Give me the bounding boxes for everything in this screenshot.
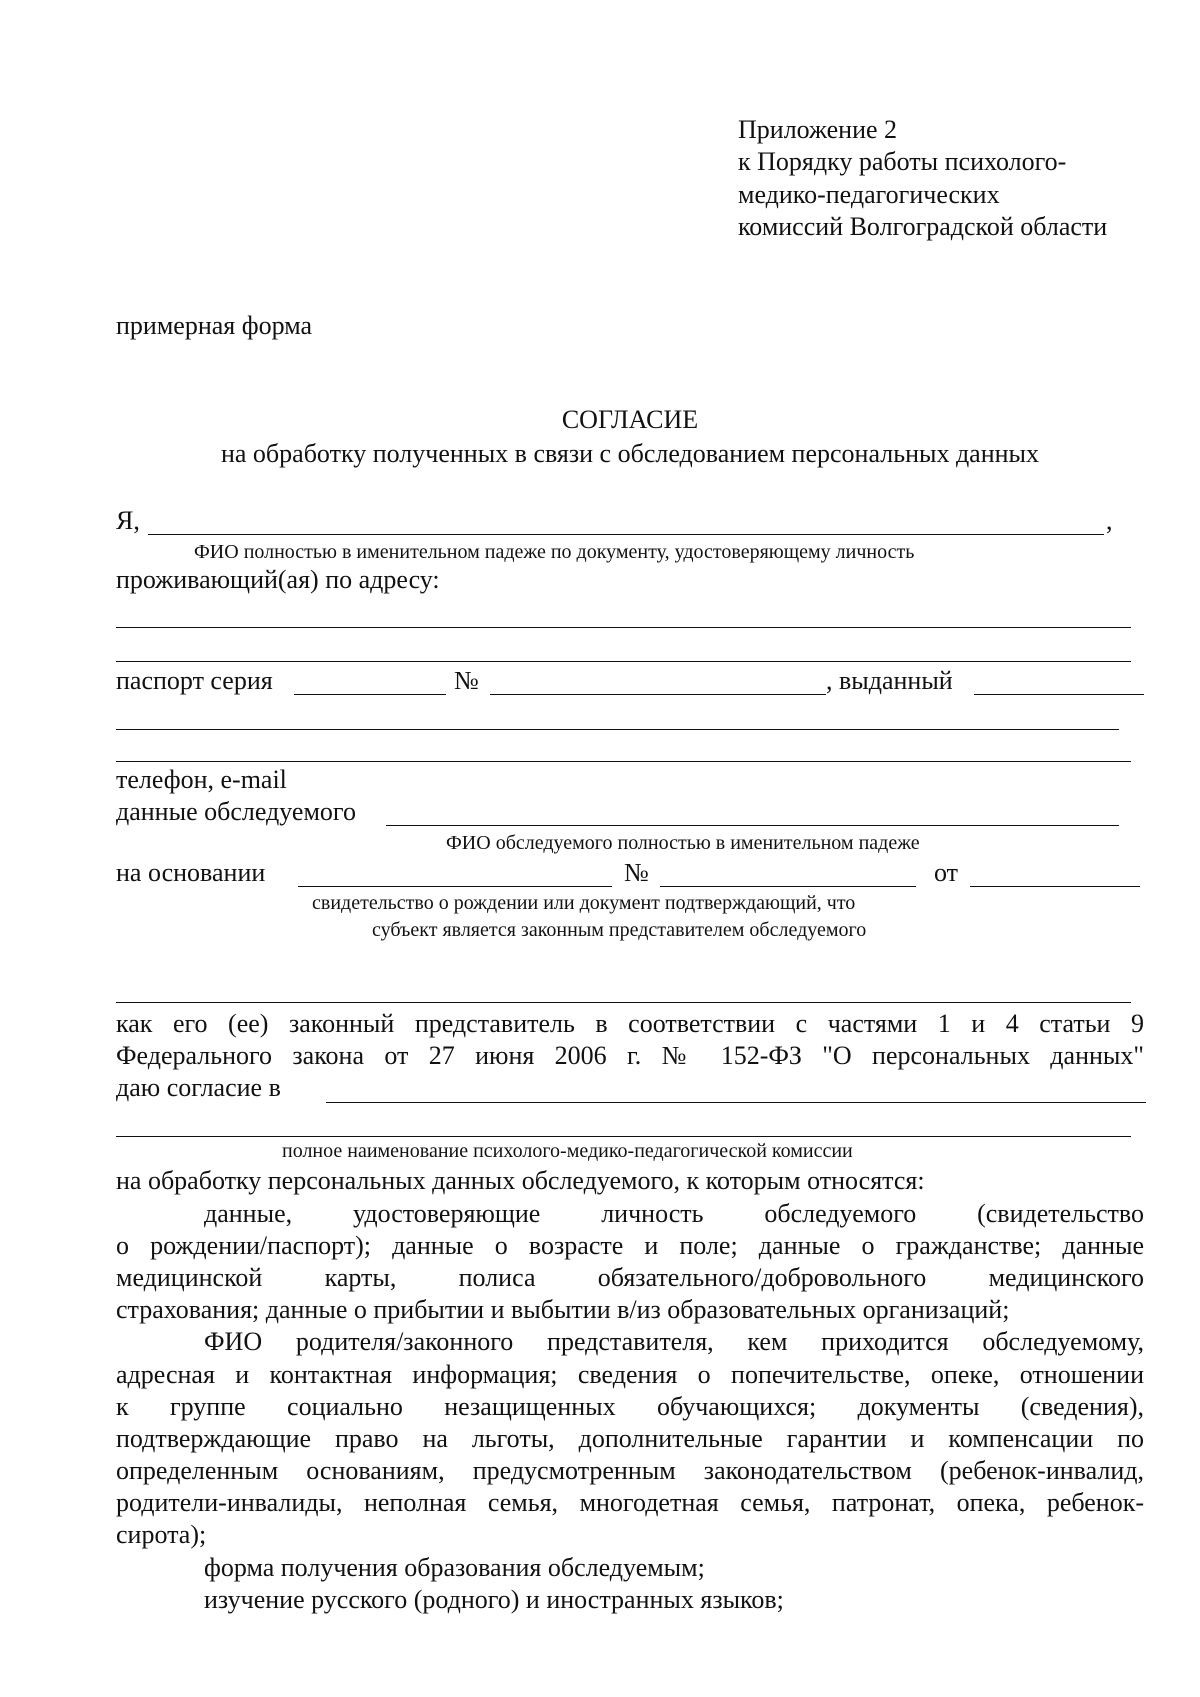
basis-document-field[interactable] [298, 886, 612, 887]
consent-to-label: даю согласие в [116, 1073, 281, 1102]
paragraph-line: сирота); [116, 1520, 207, 1549]
passport-issued-line-3[interactable] [116, 761, 1131, 762]
processing-intro: на обработку персональных данных обследуемого, к которым относятся: [116, 1166, 925, 1195]
paragraph-line: определенным основаниям, предусмотренным законодательством (ребенок-инвалид, [116, 1456, 1144, 1485]
passport-issued-line-2[interactable] [116, 729, 1119, 730]
paragraph-line: страхования; данные о прибытии и выбытии в/из образовательных организаций; [116, 1295, 1010, 1324]
document-title: СОГЛАСИЕ [561, 405, 699, 434]
passport-number-field[interactable] [490, 694, 826, 695]
passport-issued-label: , выданный [826, 666, 953, 695]
subject-fio-hint: ФИО обследуемого полностью в именительном падеже [446, 832, 920, 854]
representative-line-1: как его (ее) законный представитель в соответствии с частями 1 и 4 статьи 9 [116, 1009, 1144, 1038]
paragraph-line: ФИО родителя/законного представителя, кем приходится обследуемому, [204, 1327, 1144, 1356]
address-line-2[interactable] [116, 661, 1131, 662]
passport-number-sign: № [454, 666, 479, 695]
paragraph-line: к группе социально незащищенных обучающихся; документы (сведения), [116, 1392, 1144, 1421]
passport-issued-field[interactable] [974, 694, 1144, 695]
paragraph-line: медицинской карты, полиса обязательного/добровольного медицинского [116, 1263, 1144, 1292]
passport-series-field[interactable] [294, 694, 446, 695]
commission-field[interactable] [326, 1102, 1146, 1103]
paragraph-line: данные, удостоверяющие личность обследуемого (свидетельство [204, 1199, 1144, 1228]
paragraph-education-form: форма получения образования обследуемым; [204, 1553, 705, 1582]
representative-line-2: Федерального закона от 27 июня 2006 г. № 152-ФЗ "О персональных данных" [116, 1041, 1144, 1070]
address-line-1[interactable] [116, 627, 1131, 628]
appendix-line-3: медико-педагогических [738, 180, 1000, 209]
basis-number-field[interactable] [660, 886, 916, 887]
document-subtitle: на обработку полученных в связи с обследованием персональных данных [220, 439, 1040, 468]
commission-hint: полное наименование психолого-медико-педагогической комиссии [282, 1140, 853, 1162]
phone-email-label: телефон, e-mail [116, 765, 287, 794]
fio-comma: , [1106, 506, 1113, 535]
paragraph-line: родители-инвалиды, неполная семья, многодетная семья, патронат, опека, ребенок- [116, 1488, 1144, 1517]
address-label: проживающий(ая) по адресу: [116, 565, 440, 594]
subject-fio-field[interactable] [386, 825, 1119, 826]
appendix-line-2: к Порядку работы психолого- [738, 147, 1067, 176]
fio-field[interactable] [148, 534, 1104, 535]
basis-hint-1: свидетельство о рождении или документ подтверждающий, что [312, 892, 856, 914]
subject-data-label: данные обследуемого [116, 797, 356, 826]
appendix-number: Приложение 2 [738, 115, 898, 144]
form-label: примерная форма [116, 311, 313, 340]
basis-from-label: от [934, 858, 959, 887]
i-prefix: Я, [116, 506, 140, 535]
paragraph-line: подтверждающие право на льготы, дополнительные гарантии и компенсации по [116, 1424, 1144, 1453]
paragraph-line: адресная и контактная информация; сведения о попечительстве, опеке, отношении [116, 1360, 1144, 1389]
basis-date-field[interactable] [970, 886, 1140, 887]
paragraph-languages: изучение русского (родного) и иностранных языков; [204, 1585, 784, 1614]
passport-series-label: паспорт серия [116, 666, 273, 695]
paragraph-line: о рождении/паспорт); данные о возрасте и поле; данные о гражданстве; данные [116, 1231, 1144, 1260]
basis-number-sign: № [624, 858, 649, 887]
basis-hint-2: субъект является законным представителем обследуемого [372, 919, 867, 941]
commission-field-2[interactable] [116, 1136, 1131, 1137]
appendix-line-4: комиссий Волгоградской области [738, 212, 1108, 241]
basis-extra-line[interactable] [116, 1002, 1131, 1003]
basis-label: на основании [116, 858, 266, 887]
fio-hint: ФИО полностью в именительном падеже по документу, удостоверяющему личность [194, 541, 915, 563]
